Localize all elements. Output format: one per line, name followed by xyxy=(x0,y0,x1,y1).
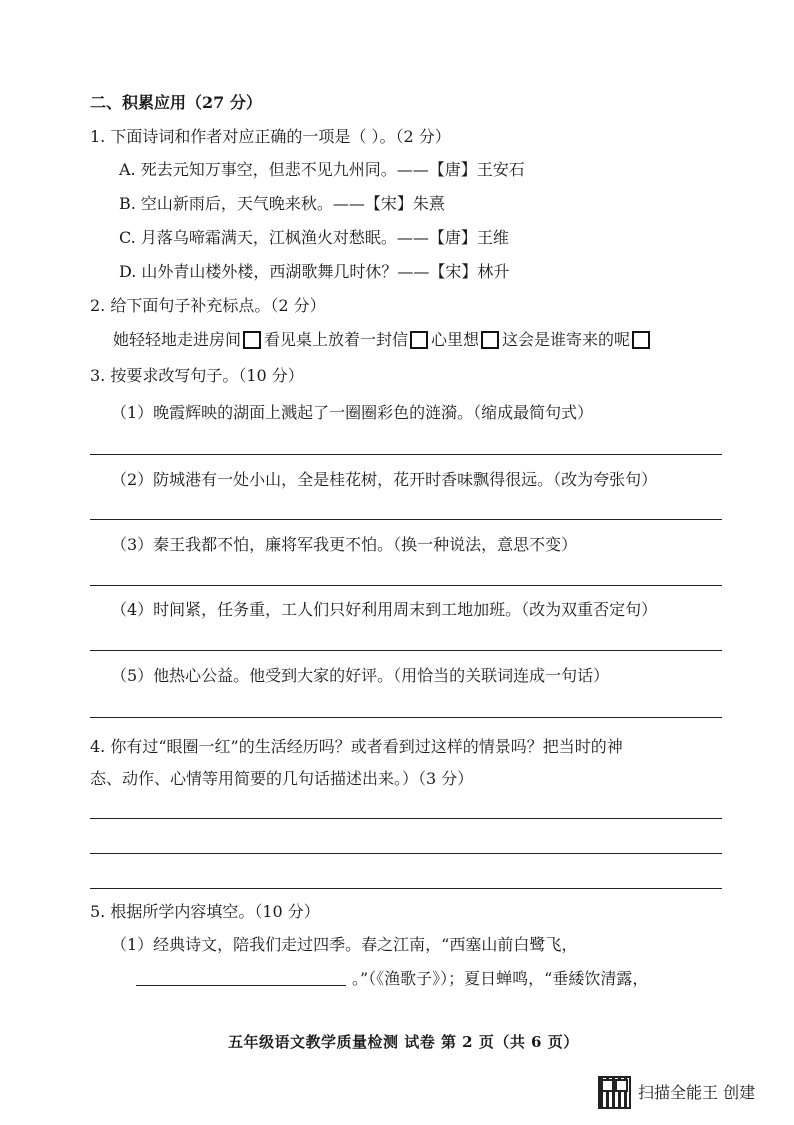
question-3-stem: 3. 按要求改写句子。（10 分） xyxy=(90,366,304,385)
sentence-segment: 看见桌上放着一封信 xyxy=(264,330,409,349)
fill-blank[interactable] xyxy=(136,969,346,986)
punctuation-box[interactable] xyxy=(632,331,650,349)
page-footer: 五年级语文教学质量检测 试卷 第 2 页（共 6 页） xyxy=(228,1033,579,1051)
question-3-item-3: （3）秦王我都不怕，廉将军我更不怕。（换一种说法，意思不变） xyxy=(111,535,578,554)
question-3-item-2: （2）防城港有一处小山，全是桂花树，花开时香味飘得很远。（改为夸张句） xyxy=(111,470,658,489)
answer-line[interactable] xyxy=(90,454,722,455)
question-4-line-1: 4. 你有过“眼圈一红”的生活经历吗？或者看到过这样的情景吗？把当时的神 xyxy=(90,737,623,756)
question-5-stem: 5. 根据所学内容填空。（10 分） xyxy=(90,902,320,921)
punctuation-box[interactable] xyxy=(410,331,428,349)
answer-line[interactable] xyxy=(90,853,722,854)
answer-line[interactable] xyxy=(90,818,722,819)
question-3-item-5: （5）他热心公益。他受到大家的好评。（用恰当的关联词连成一句话） xyxy=(111,666,610,685)
question-1-stem: 1. 下面诗词和作者对应正确的一项是（ ）。（2 分） xyxy=(90,127,451,146)
question-5-item-1-line-2 xyxy=(136,969,648,989)
line-2-text: 。”（《渔歌子》）；夏日蝉鸣，“垂緌饮清露， xyxy=(352,969,649,988)
question-1-option-d: D. 山外青山楼外楼，西湖歌舞几时休？——【宋】林升 xyxy=(119,262,510,281)
sentence-segment: 心里想 xyxy=(431,330,480,349)
scanner-watermark: 扫描全能王 创建 xyxy=(638,1083,756,1102)
punctuation-box[interactable] xyxy=(481,331,499,349)
question-5-item-1-line-1: （1）经典诗文，陪我们走过四季。春之江南，“西塞山前白鹭飞， xyxy=(111,935,578,954)
question-2-stem: 2. 给下面句子补充标点。（2 分） xyxy=(90,296,326,315)
question-3-item-4: （4）时间紧，任务重，工人们只好利用周末到工地加班。（改为双重否定句） xyxy=(111,600,658,619)
question-3-item-1: （1）晚霞辉映的湖面上溅起了一圈圈彩色的涟漪。（缩成最简句式） xyxy=(111,403,594,422)
answer-line[interactable] xyxy=(90,650,722,651)
answer-line[interactable] xyxy=(90,585,722,586)
sentence-segment: 她轻轻地走进房间 xyxy=(113,330,242,349)
answer-line[interactable] xyxy=(90,717,722,718)
question-1-option-a: A. 死去元知万事空，但悲不见九州同。——【唐】王安石 xyxy=(119,160,525,179)
punctuation-box[interactable] xyxy=(243,331,261,349)
question-1-option-b: B. 空山新雨后，天气晚来秋。——【宋】朱熹 xyxy=(119,194,445,213)
section-title: 二、积累应用（27 分） xyxy=(90,93,262,112)
answer-line[interactable] xyxy=(90,888,722,889)
sentence-segment: 这会是谁寄来的呢 xyxy=(502,330,631,349)
qr-code-icon xyxy=(598,1076,631,1109)
question-4-line-2: 态、动作、心情等用简要的几句话描述出来。）（3 分） xyxy=(90,769,474,788)
answer-line[interactable] xyxy=(90,519,722,520)
question-2-sentence xyxy=(113,330,653,350)
question-1-option-c: C. 月落乌啼霜满天，江枫渔火对愁眠。——【唐】王维 xyxy=(119,228,509,247)
